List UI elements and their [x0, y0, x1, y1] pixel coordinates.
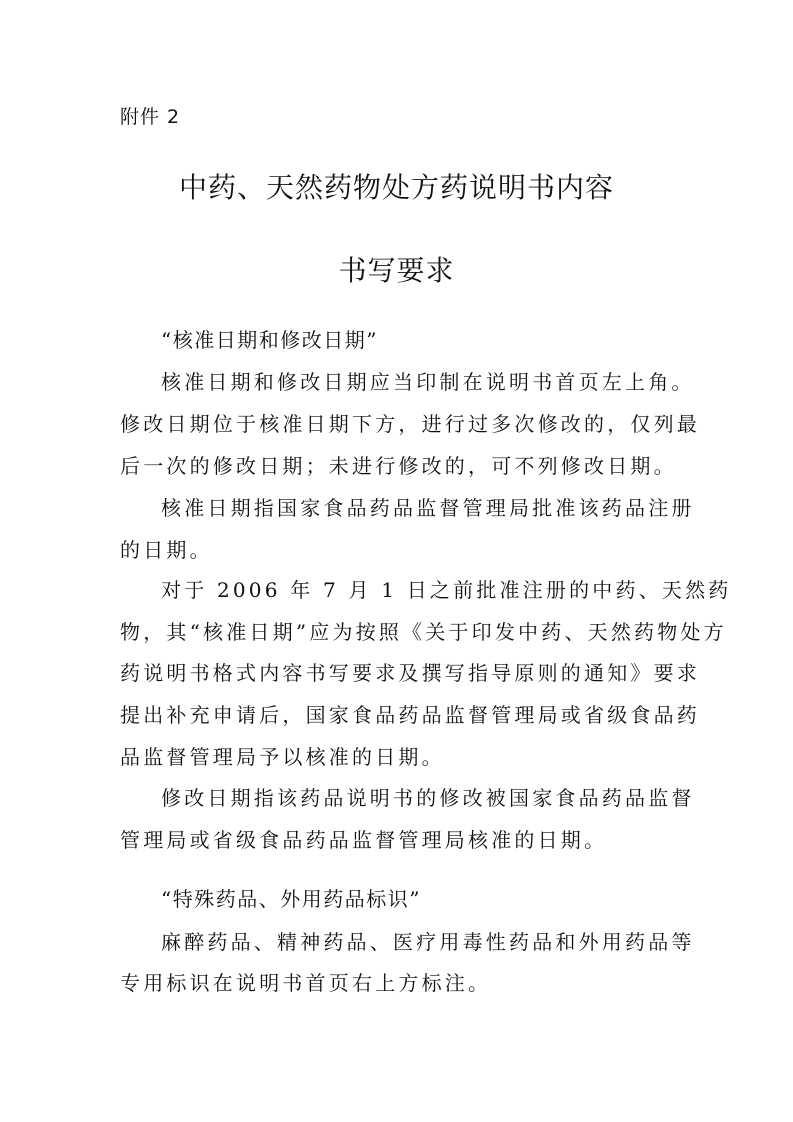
- paragraph-line: 专用标识在说明书首页右上方标注。: [120, 971, 492, 995]
- paragraph-line: 药说明书格式内容书写要求及撰写指导原则的通知》要求: [120, 661, 700, 685]
- document-title-line-2: 书写要求: [338, 254, 455, 287]
- paragraph-line: 核准日期和修改日期应当印制在说明书首页左上角。: [161, 370, 695, 394]
- paragraph-line: 修改日期位于核准日期下方，进行过多次修改的，仅列最: [120, 412, 700, 436]
- document-title-line-1: 中药、天然药物处方药说明书内容: [178, 171, 614, 204]
- paragraph-line: 品监督管理局予以核准的日期。: [120, 745, 445, 769]
- paragraph-line: 修改日期指该药品说明书的修改被国家食品药品监督: [161, 786, 695, 810]
- paragraph-line: 核准日期指国家食品药品监督管理局批准该药品注册: [161, 496, 695, 520]
- section-heading-approval-date: “核准日期和修改日期”: [161, 328, 378, 352]
- section-heading-special-labels: “特殊药品、外用药品标识”: [161, 887, 421, 911]
- paragraph-line: 物，其“核准日期”应为按照《关于印发中药、天然药物处方: [120, 620, 727, 644]
- paragraph-line: 管理局或省级食品药品监督管理局核准的日期。: [120, 828, 608, 852]
- paragraph-line: 麻醉药品、精神药品、医疗用毒性药品和外用药品等: [161, 930, 695, 954]
- paragraph-line: 后一次的修改日期；未进行修改的，可不列修改日期。: [120, 454, 677, 478]
- paragraph-line: 对于 2006 年 7 月 1 日之前批准注册的中药、天然药: [161, 578, 732, 602]
- paragraph-line: 的日期。: [120, 538, 213, 562]
- attachment-label: 附件 2: [120, 106, 181, 128]
- paragraph-line: 提出补充申请后，国家食品药品监督管理局或省级食品药: [120, 703, 700, 727]
